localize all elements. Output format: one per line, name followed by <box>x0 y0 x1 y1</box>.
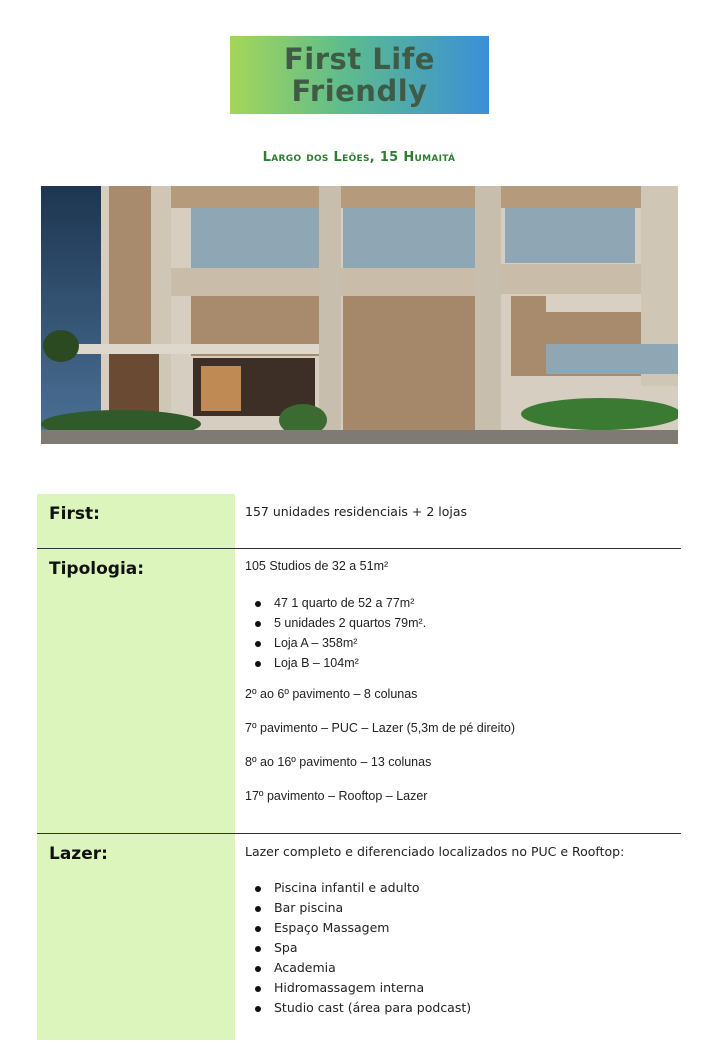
row-label-lazer: Lazer: <box>37 834 235 1041</box>
lazer-list <box>245 878 673 1018</box>
brand-logo <box>230 36 489 114</box>
logo-line-2: Friendly <box>291 74 428 108</box>
list-item: Studio cast (área para podcast) <box>245 998 673 1018</box>
list-item: Hidromassagem interna <box>245 978 673 998</box>
first-text: 157 unidades residenciais + 2 lojas <box>245 504 468 519</box>
row-label-first: First: <box>37 494 235 549</box>
logo-line-1: First Life <box>284 42 435 76</box>
list-item: Spa <box>245 938 673 958</box>
floor-line: 8º ao 16º pavimento – 13 colunas <box>245 755 432 769</box>
floor-line: 17º pavimento – Rooftop – Lazer <box>245 789 428 803</box>
row-label-tipologia: Tipologia: <box>37 549 235 834</box>
list-item: Loja B – 104m² <box>245 653 673 673</box>
table-row-first <box>37 494 681 549</box>
tipologia-intro: 105 Studios de 32 a 51m² <box>245 559 389 573</box>
spec-table <box>37 494 681 1040</box>
list-item: Espaço Massagem <box>245 918 673 938</box>
list-item: Bar piscina <box>245 898 673 918</box>
building-photo <box>41 186 678 444</box>
list-item: 5 unidades 2 quartos 79m². <box>245 613 673 633</box>
floor-line: 7º pavimento – PUC – Lazer (5,3m de pé direito) <box>245 721 515 735</box>
list-item: Academia <box>245 958 673 978</box>
floor-line: 2º ao 6º pavimento – 8 colunas <box>245 687 418 701</box>
list-item: 47 1 quarto de 52 a 77m² <box>245 593 673 613</box>
list-item: Piscina infantil e adulto <box>245 878 673 898</box>
list-item: Loja A – 358m² <box>245 633 673 653</box>
table-row-lazer <box>37 834 681 1041</box>
tipologia-list <box>245 593 673 673</box>
lazer-intro: Lazer completo e diferenciado localizados no PUC e Rooftop: <box>245 844 625 859</box>
table-row-tipologia <box>37 549 681 834</box>
address-heading: Largo dos Leões, 15 Humaitá <box>262 150 456 165</box>
